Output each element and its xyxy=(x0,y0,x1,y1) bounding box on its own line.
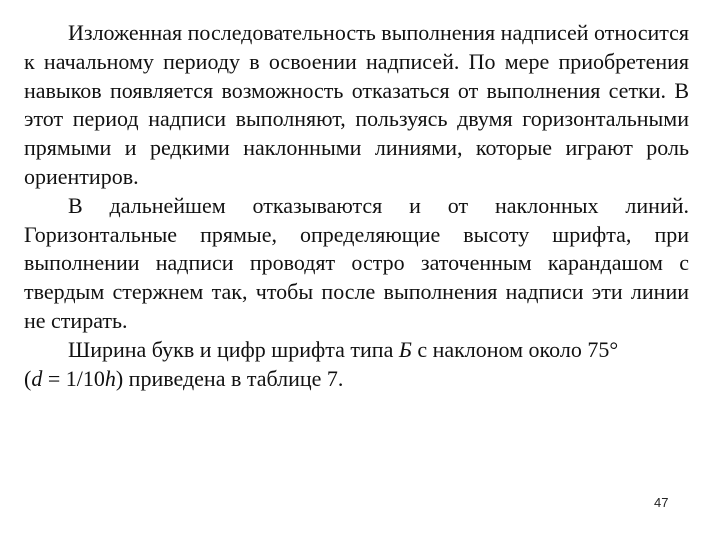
paragraph-1: Изложенная последовательность выполнения надписей относится к начальному периоду в освоении надписей. По мере приобретения навыков появляется возможность отказаться от выполнения сетки. В этот период надписи выполняют, пользуясь двумя горизонтальными прямыми и редкими наклонными линиями, которые играют роль ориентиров. xyxy=(24,20,689,189)
paragraph-2: В дальнейшем отказываются и от наклонных линий. Горизонтальные прямые, определяющие высоту шрифта, при выполнении надписи проводят остро заточенным карандашом с твердым стержнем так, чтобы после выполнения надписи эти линии не стирать. xyxy=(24,192,689,333)
formula-ratio: = 1/10 xyxy=(42,365,105,391)
paragraph-3-prefix: Ширина букв и цифр шрифта типа xyxy=(68,336,399,362)
paragraph-3 xyxy=(24,336,689,394)
formula-h-symbol: h xyxy=(104,365,116,391)
text-body xyxy=(24,19,689,393)
font-type-letter: Б xyxy=(398,336,412,362)
formula-d-symbol: d xyxy=(31,365,43,391)
paragraph-3-suffix: с наклоном около 75° xyxy=(411,336,619,362)
formula-open-paren: ( xyxy=(24,365,32,391)
page-number: 47 xyxy=(654,495,669,510)
formula-tail: ) приведена в таблице 7. xyxy=(115,365,344,391)
